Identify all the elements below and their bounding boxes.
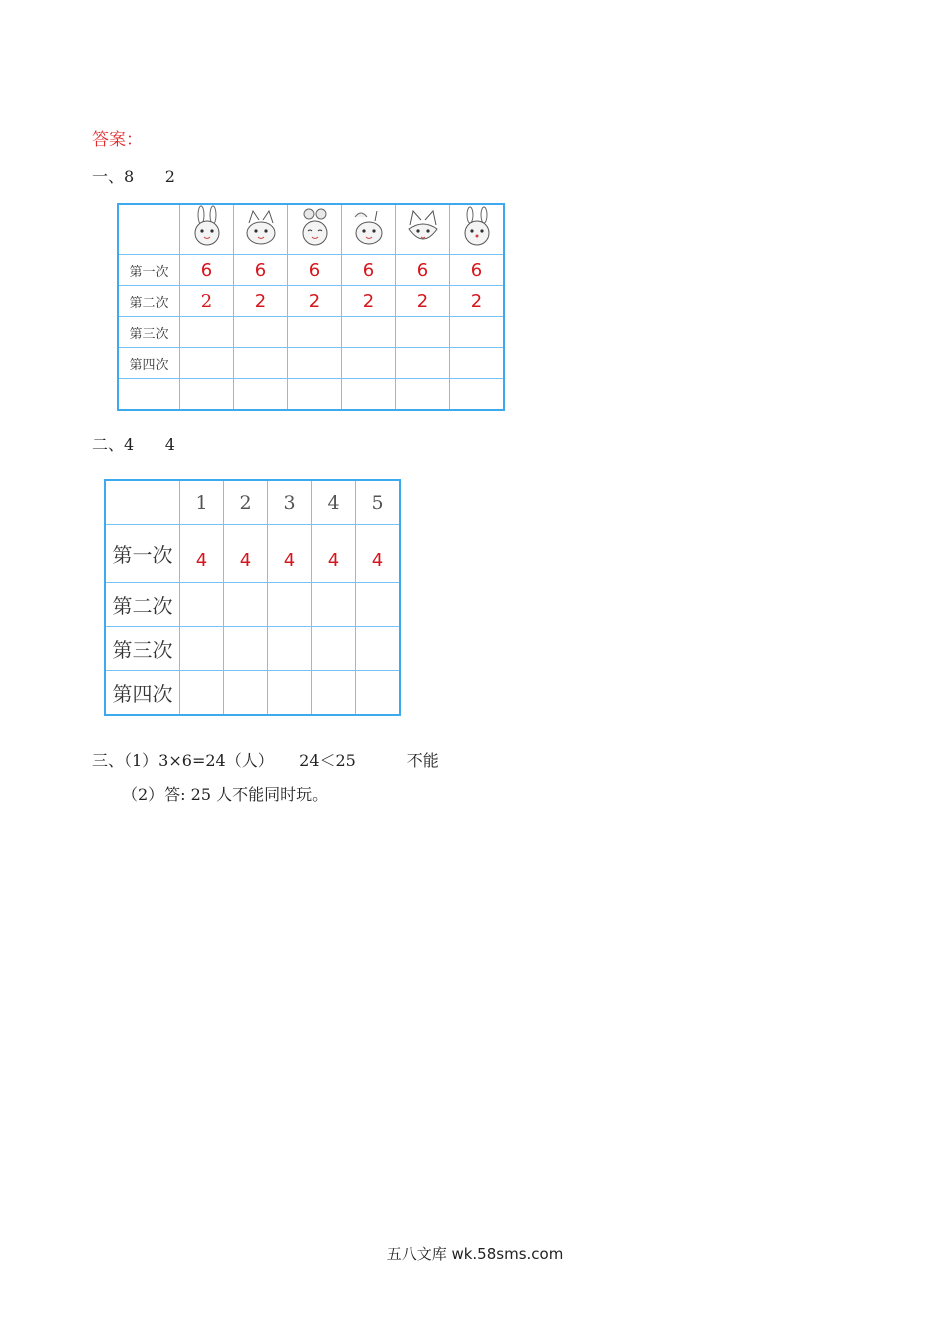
animal-cell — [234, 204, 288, 255]
answer-cell: 4 — [312, 525, 356, 583]
animal-cell — [450, 204, 505, 255]
squirrel-face-icon — [347, 205, 391, 249]
question-3-answer-part-2: （2）答: 25 人不能同时玩。 — [122, 785, 329, 804]
answer-cell: 4 — [224, 525, 268, 583]
footer-watermark: 五八文库 wk.58sms.com — [386, 1245, 564, 1263]
question-2-answer: 二、4 4 — [92, 435, 175, 454]
row-label: 第三次 — [118, 317, 180, 348]
animal-cell — [180, 204, 234, 255]
answer-cell — [224, 671, 268, 716]
animal-cell — [288, 204, 342, 255]
answer-cell — [268, 627, 312, 671]
answer-cell — [342, 348, 396, 379]
table-1-corner — [118, 204, 180, 255]
answer-cell: 6 — [342, 255, 396, 286]
row-label: 第三次 — [105, 627, 180, 671]
answer-cell — [224, 627, 268, 671]
table-1-header-row — [118, 204, 504, 255]
answer-cell: 6 — [450, 255, 505, 286]
row-label: 第二次 — [105, 583, 180, 627]
table-row — [118, 379, 504, 411]
table-row — [105, 671, 400, 716]
answer-cell — [234, 317, 288, 348]
answer-cell — [356, 671, 401, 716]
table-2 — [104, 479, 401, 716]
column-header: 5 — [356, 480, 401, 525]
table-2-corner — [105, 480, 180, 525]
table-2-header-row — [105, 480, 400, 525]
answer-cell — [234, 379, 288, 411]
row-label: 第一次 — [118, 255, 180, 286]
rabbit-face-icon — [185, 205, 229, 249]
answer-cell — [312, 583, 356, 627]
table-1 — [117, 203, 505, 411]
bunny-face-icon — [455, 205, 499, 249]
table-row — [118, 255, 504, 286]
table-row — [118, 286, 504, 317]
answer-cell — [396, 348, 450, 379]
cat-face-icon — [239, 205, 283, 249]
answer-cell: 4 — [356, 525, 401, 583]
column-header: 3 — [268, 480, 312, 525]
answer-cell — [312, 627, 356, 671]
table-row — [105, 583, 400, 627]
answer-cell: 6 — [234, 255, 288, 286]
answer-cell: 6 — [180, 255, 234, 286]
answer-cell: 4 — [268, 525, 312, 583]
answer-cell — [180, 671, 224, 716]
column-header: 4 — [312, 480, 356, 525]
question-3-answer: 三、（1）3×6=24（人） 24＜25 不能 — [92, 751, 439, 770]
answer-cell — [288, 317, 342, 348]
answer-cell — [180, 583, 224, 627]
answer-cell — [450, 379, 505, 411]
question-1-answer: 一、8 2 — [92, 167, 175, 186]
answer-cell: 2 — [396, 286, 450, 317]
answer-cell — [180, 627, 224, 671]
table-row — [118, 317, 504, 348]
sheep-face-icon — [293, 205, 337, 249]
answer-cell — [396, 379, 450, 411]
animal-cell — [396, 204, 450, 255]
answer-cell — [396, 317, 450, 348]
answer-cell — [180, 348, 234, 379]
answer-cell: 2 — [450, 286, 505, 317]
row-label: 第四次 — [105, 671, 180, 716]
answer-cell: 6 — [396, 255, 450, 286]
row-label: 第二次 — [118, 286, 180, 317]
answer-cell — [356, 583, 401, 627]
answer-cell — [342, 379, 396, 411]
answer-cell: 2 — [288, 286, 342, 317]
row-label — [118, 379, 180, 411]
answer-cell — [356, 627, 401, 671]
answer-title: 答案： — [92, 130, 143, 150]
answer-cell — [268, 671, 312, 716]
answer-cell — [224, 583, 268, 627]
answer-cell — [288, 348, 342, 379]
animal-cell — [342, 204, 396, 255]
column-header: 1 — [180, 480, 224, 525]
answer-cell — [180, 317, 234, 348]
answer-cell — [288, 379, 342, 411]
answer-cell — [450, 317, 505, 348]
answer-cell: 2 — [180, 286, 234, 317]
answer-cell: 6 — [288, 255, 342, 286]
answer-cell — [234, 348, 288, 379]
answer-cell — [342, 317, 396, 348]
fox-face-icon — [401, 205, 445, 249]
answer-cell: 2 — [234, 286, 288, 317]
answer-cell: 2 — [342, 286, 396, 317]
row-label: 第四次 — [118, 348, 180, 379]
answer-cell — [450, 348, 505, 379]
table-row — [105, 525, 400, 583]
answer-cell: 4 — [180, 525, 224, 583]
table-row — [118, 348, 504, 379]
row-label: 第一次 — [105, 525, 180, 583]
table-row — [105, 627, 400, 671]
column-header: 2 — [224, 480, 268, 525]
answer-cell — [180, 379, 234, 411]
answer-cell — [312, 671, 356, 716]
answer-cell — [268, 583, 312, 627]
